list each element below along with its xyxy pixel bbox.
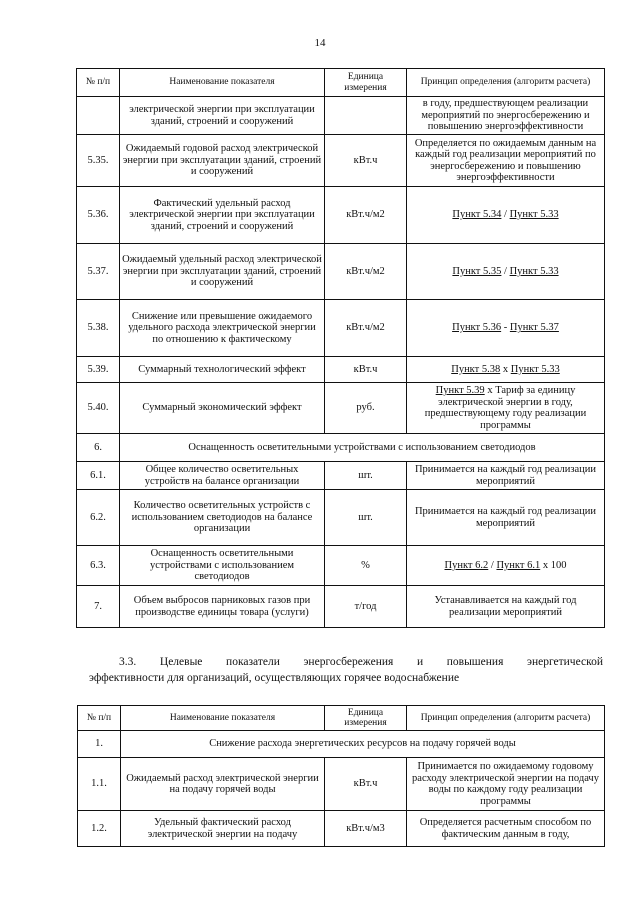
header-number: № п/п <box>78 706 121 731</box>
principle-tail: x 100 <box>540 559 567 571</box>
row-principle: Устанавливается на каждый год реализации мероприятий <box>407 586 605 628</box>
reference-link[interactable]: Пункт 6.1 <box>496 559 541 571</box>
row-unit: кВт.ч/м2 <box>325 187 407 244</box>
row-unit: т/год <box>325 586 407 628</box>
reference-link[interactable]: Пункт 5.33 <box>510 363 560 375</box>
operator: / <box>501 265 510 277</box>
row-name: Количество осветительных устройств с использованием светодиодов на балансе организации <box>120 490 325 546</box>
row-unit: шт. <box>325 462 407 490</box>
header-indicator-name: Наименование показателя <box>120 69 325 97</box>
table-header-row <box>78 706 605 731</box>
row-unit: кВт.ч <box>325 135 407 187</box>
indicators-table-2 <box>77 705 605 847</box>
operator: / <box>488 559 497 571</box>
header-indicator-name: Наименование показателя <box>121 706 325 731</box>
reference-link[interactable]: Пункт 5.37 <box>509 322 559 334</box>
section-row <box>78 731 605 758</box>
operator: - <box>501 322 510 334</box>
row-number: 5.39. <box>77 357 120 383</box>
row-name: Суммарный экономический эффект <box>120 383 325 434</box>
table-row <box>77 244 605 300</box>
table-row <box>77 586 605 628</box>
reference-link[interactable]: Пункт 5.33 <box>509 209 559 221</box>
row-unit: кВт.ч/м2 <box>325 300 407 357</box>
indicators-table-1 <box>76 68 605 628</box>
row-principle: Определяется расчетным способом по фактическим данным в году, <box>407 811 605 847</box>
header-principle: Принцип определения (алгоритм расчета) <box>407 706 605 731</box>
row-name: Общее количество осветительных устройств на балансе организации <box>120 462 325 490</box>
row-name: Оснащенность осветительными устройствами с использованием светодиодов <box>120 546 325 586</box>
row-name: Фактический удельный расход электрической энергии при эксплуатации зданий, строений и сооружений <box>120 187 325 244</box>
reference-link[interactable]: Пункт 5.33 <box>509 265 559 277</box>
row-name: Ожидаемый удельный расход электрической энергии при эксплуатации зданий, строений и сооружений <box>120 244 325 300</box>
row-name: Суммарный технологический эффект <box>120 357 325 383</box>
row-name: Снижение или превышение ожидаемого удельного расхода электрической энергии по отношению к фактическому <box>120 300 325 357</box>
section-heading-line-2: эффективности для организаций, осуществляющих горячее водоснабжение <box>89 672 460 684</box>
reference-link[interactable]: Пункт 5.39 <box>435 385 485 396</box>
page-number: 14 <box>314 37 326 49</box>
row-number: 5.38. <box>77 300 120 357</box>
table-row <box>77 546 605 586</box>
reference-link[interactable]: Пункт 6.2 <box>444 559 489 571</box>
table-row <box>77 135 605 187</box>
section-title: Снижение расхода энергетических ресурсов на подачу горячей воды <box>121 731 605 758</box>
section-heading <box>89 654 603 686</box>
row-principle <box>407 383 605 434</box>
reference-link[interactable]: Пункт 5.38 <box>451 363 501 375</box>
row-unit: руб. <box>325 383 407 434</box>
row-principle: Принимается на каждый год реализации мероприятий <box>407 490 605 546</box>
row-principle: Принимается по ожидаемому годовому расходу электрической энергии на подачу воды по каждому году реализации программы <box>407 758 605 811</box>
section-row <box>77 434 605 462</box>
table-row <box>77 300 605 357</box>
header-principle: Принцип определения (алгоритм расчета) <box>407 69 605 97</box>
row-name: Ожидаемый расход электрической энергии на подачу горячей воды <box>121 758 325 811</box>
row-number: 6.2. <box>77 490 120 546</box>
table-row <box>77 490 605 546</box>
row-principle <box>407 244 605 300</box>
table-row <box>77 383 605 434</box>
row-unit: кВт.ч/м3 <box>325 811 407 847</box>
reference-link[interactable]: Пункт 5.36 <box>452 322 502 334</box>
row-principle: Определяется по ожидаемым данным на каждый год реализации мероприятий по энергосбережению и повышению энергоэффективности <box>407 135 605 187</box>
row-number: 1. <box>78 731 121 758</box>
row-unit: % <box>325 546 407 586</box>
row-principle <box>407 187 605 244</box>
section-heading-line-1: 3.3. Целевые показатели энергосбережения и повышения энергетической <box>119 656 603 668</box>
operator: x <box>500 363 511 375</box>
row-name: Ожидаемый годовой расход электрической энергии при эксплуатации зданий, строений и сооружений <box>120 135 325 187</box>
row-name: Удельный фактический расход электрической энергии на подачу <box>121 811 325 847</box>
section-title: Оснащенность осветительными устройствами с использованием светодиодов <box>120 434 605 462</box>
row-number: 5.40. <box>77 383 120 434</box>
operator: / <box>501 209 510 221</box>
row-principle <box>407 300 605 357</box>
table-row <box>77 357 605 383</box>
table-row <box>78 811 605 847</box>
row-number: 6.1. <box>77 462 120 490</box>
row-principle <box>407 546 605 586</box>
row-name: Объем выбросов парниковых газов при производстве единицы товара (услуги) <box>120 586 325 628</box>
row-principle: Принимается на каждый год реализации мероприятий <box>407 462 605 490</box>
header-unit: Единица измерения <box>325 69 407 97</box>
row-number: 5.37. <box>77 244 120 300</box>
row-number <box>77 97 120 135</box>
row-number: 6. <box>77 434 120 462</box>
row-number: 6.3. <box>77 546 120 586</box>
reference-link[interactable]: Пункт 5.35 <box>452 265 502 277</box>
principle-rest: x Тариф за единицу электрической энергии в году, предшествующему году реализации программы <box>424 385 587 431</box>
reference-link[interactable]: Пункт 5.34 <box>452 209 502 221</box>
row-unit <box>325 97 407 135</box>
header-unit: Единица измерения <box>325 706 407 731</box>
row-unit: кВт.ч/м2 <box>325 244 407 300</box>
row-number: 5.36. <box>77 187 120 244</box>
table-row <box>77 187 605 244</box>
row-number: 5.35. <box>77 135 120 187</box>
row-principle: в году, предшествующем реализации мероприятий по энергосбережению и повышению энергоэффективности <box>407 97 605 135</box>
table-row <box>78 758 605 811</box>
table-row <box>77 97 605 135</box>
row-number: 1.2. <box>78 811 121 847</box>
row-number: 1.1. <box>78 758 121 811</box>
row-number: 7. <box>77 586 120 628</box>
row-name: электрической энергии при эксплуатации зданий, строений и сооружений <box>120 97 325 135</box>
table-header-row <box>77 69 605 97</box>
table-row <box>77 462 605 490</box>
row-unit: кВт.ч <box>325 758 407 811</box>
row-unit: кВт.ч <box>325 357 407 383</box>
row-principle <box>407 357 605 383</box>
row-unit: шт. <box>325 490 407 546</box>
header-number: № п/п <box>77 69 120 97</box>
